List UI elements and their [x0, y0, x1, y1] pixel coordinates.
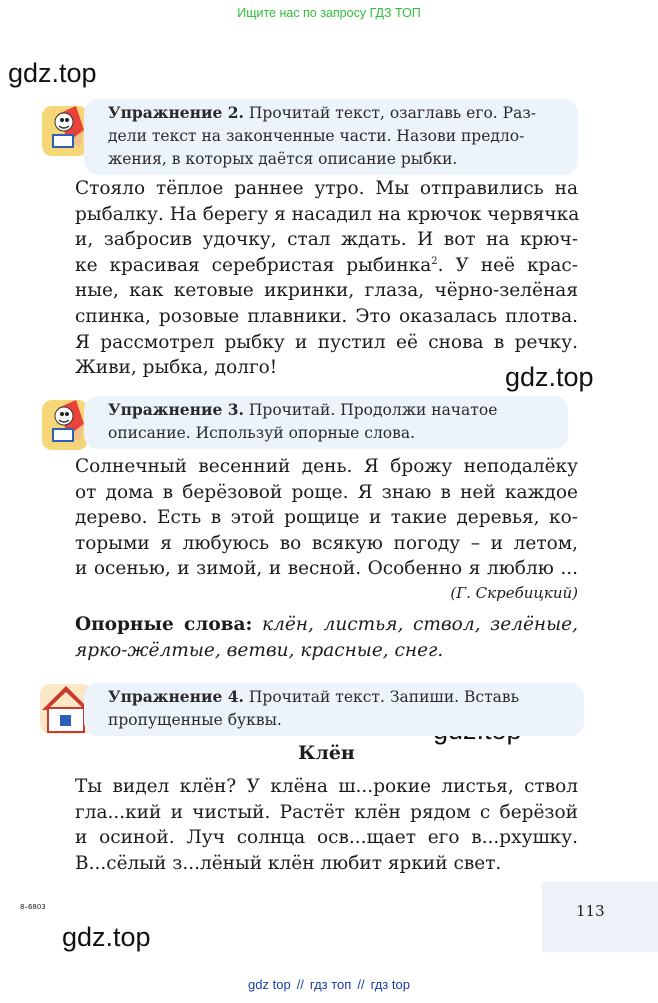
text-line: Живи, рыбка, долго!: [75, 357, 278, 379]
text-line: и, забросив удочку, стал ждать. И вот на крюч-: [75, 229, 578, 251]
support-label: Опорные слова:: [75, 614, 253, 635]
text-line: дерево. Есть в этой рощице и такие деревья, ко-: [75, 507, 578, 529]
bottom-link[interactable]: gdz top: [248, 977, 291, 992]
exercise-3-task: [84, 396, 568, 449]
task-line: описание. Используй опорные слова.: [108, 424, 416, 442]
text-line: Ты видел клён? У клёна ш...рокие листья, ствол: [75, 776, 578, 797]
task-line: Прочитай текст, озаглавь его. Раз-: [243, 104, 537, 122]
footnote-mark: 2: [431, 255, 438, 267]
text-line: от дома в берёзовой роще. Я знаю в ней каждое: [75, 481, 578, 503]
link-separator: //: [357, 977, 365, 992]
exercise-label: Упражнение 2.: [108, 103, 244, 122]
task-line: Прочитай текст. Запиши. Вставь: [243, 688, 520, 706]
text-line: Я рассмотрел рыбку и пустил её снова в речку.: [75, 331, 578, 353]
watermark: gdz.top: [8, 58, 97, 88]
exercise-3-text: [75, 454, 578, 582]
support-words-line: ярко-жёлтые, ветви, красные, снег.: [75, 639, 444, 661]
bottom-links: [0, 977, 658, 992]
link-separator: //: [296, 977, 304, 992]
watermark: gdz.top: [62, 922, 151, 952]
exercise-label: Упражнение 4.: [108, 687, 244, 706]
task-line: Прочитай. Продолжи начатое: [243, 401, 498, 419]
text-line: и осиной. Луч солнца осв...щает его в...рхушку.: [75, 827, 578, 849]
support-words: [75, 612, 578, 663]
text-line: спинка, розовые плавники. Это оказалась плотва.: [75, 305, 578, 327]
exercise-2-task: [84, 99, 578, 175]
text-line: и осенью, и зимой, и весной. Особенно я люблю ...: [75, 558, 578, 580]
page-number: 113: [576, 902, 605, 920]
bottom-link[interactable]: гдз top: [370, 977, 410, 992]
text-line: Стояло тёплое раннее утро. Мы отправились на: [75, 178, 578, 199]
text-line: ке красивая серебристая рыбинка$^2$. У неё крас-: [75, 254, 579, 276]
text-title: Клён: [298, 742, 355, 764]
support-words-line: Опорные слова: клён, листья, ствол, зелёные,: [75, 614, 578, 635]
bottom-link[interactable]: гдз топ: [309, 977, 352, 992]
text-line: рыбалку. На берегу я насадил на крючок червячка: [75, 203, 580, 225]
top-search-link[interactable]: Ищите нас по запросу ГДЗ ТОП: [237, 6, 421, 20]
watermark: gdz.top: [505, 362, 594, 392]
task-line: дели текст на законченные части. Назови предло-: [108, 127, 525, 145]
text-line: торыми я любуюсь во всякую погоду – и летом,: [75, 532, 578, 554]
exercise-4-text: [75, 774, 578, 876]
exercise-2-text: [75, 176, 578, 381]
text-line: В...сёлый з...лёный клён любит яркий свет.: [75, 852, 502, 874]
task-line: жения, в которых даётся описание рыбки.: [108, 150, 458, 168]
author-attribution: (Г. Скребицкий): [450, 584, 578, 602]
exercise-label: Упражнение 3.: [108, 400, 244, 419]
text-line: ные, как кетовые икринки, глаза, чёрно-зелёная: [75, 280, 578, 302]
print-code: 8–6803: [20, 903, 46, 911]
exercise-4-task: [84, 683, 584, 736]
text-line: гла...кий и чистый. Растёт клён рядом с берёзой: [75, 801, 578, 823]
text-line: Солнечный весенний день. Я брожу неподалёку: [75, 456, 578, 477]
task-line: пропущенные буквы.: [108, 711, 282, 729]
